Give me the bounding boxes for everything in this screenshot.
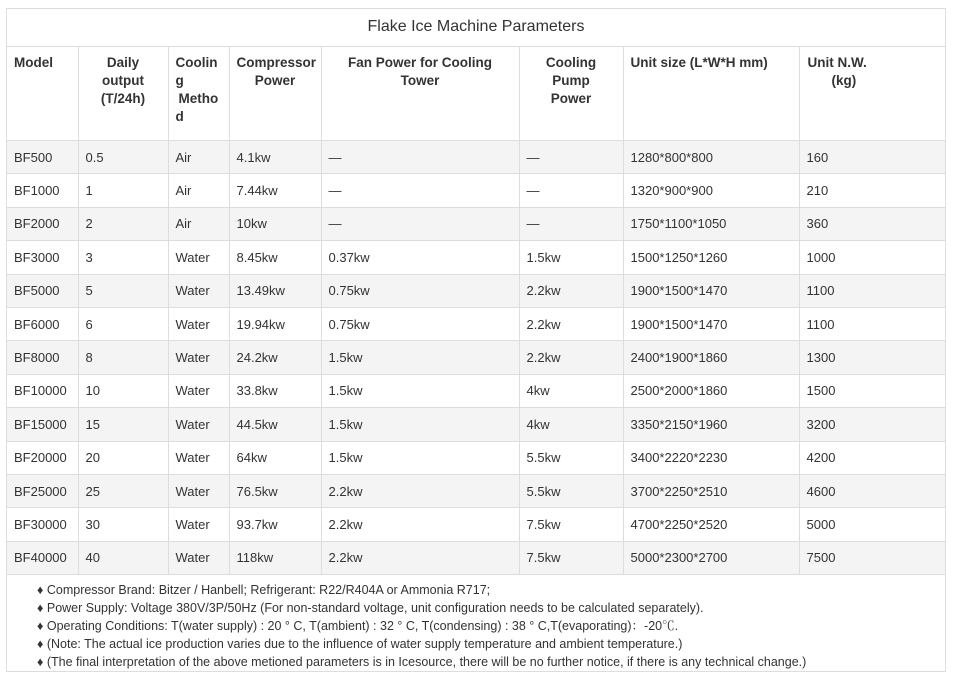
header-daily-output-line: (T/24h)	[100, 91, 146, 106]
cell-fan-power: 1.5kw	[321, 341, 519, 374]
cell-daily-output: 30	[78, 508, 168, 541]
note-line: ♦ Power Supply: Voltage 380V/3P/50Hz (For non-standard voltage, unit configuration needs to be calculated separately).	[37, 601, 704, 616]
cell-daily-output: 6	[78, 307, 168, 340]
header-fan-power: Fan Power for Cooling Tower	[321, 47, 519, 141]
cell-fan-power: 0.37kw	[321, 241, 519, 274]
cell-compressor-power: 13.49kw	[229, 274, 321, 307]
cell-fan-power: 1.5kw	[321, 374, 519, 407]
cell-model: BF10000	[7, 374, 78, 407]
header-unit-size: Unit size (L*W*H mm)	[623, 47, 799, 141]
cell-compressor-power: 10kw	[229, 207, 321, 240]
note-line: ♦ (The final interpretation of the above metioned parameters is in Icesource, there will be no further notice, if there is any technical change.)	[37, 655, 807, 670]
table-row	[7, 508, 945, 541]
table-row	[7, 341, 945, 374]
cell-cooling-method: Water	[168, 474, 229, 507]
cell-cooling-method: Air	[168, 141, 229, 174]
cell-model: BF8000	[7, 341, 78, 374]
cell-pump-power: 2.2kw	[519, 274, 623, 307]
cell-model: BF5000	[7, 274, 78, 307]
cell-unit-nw: 210	[799, 174, 945, 207]
cell-unit-nw: 1100	[799, 274, 945, 307]
cell-cooling-method: Water	[168, 508, 229, 541]
cell-unit-size: 1750*1100*1050	[623, 207, 799, 240]
header-compressor-power-line: Compressor	[236, 55, 317, 70]
cell-pump-power: 7.5kw	[519, 508, 623, 541]
header-unit-nw-line: (kg)	[831, 73, 857, 88]
header-cooling-method-line: Metho	[178, 91, 219, 106]
header-daily-output	[78, 47, 168, 141]
cell-fan-power: —	[321, 141, 519, 174]
cell-model: BF6000	[7, 307, 78, 340]
notes-section	[7, 575, 945, 671]
cell-model: BF20000	[7, 441, 78, 474]
cell-unit-size: 4700*2250*2520	[623, 508, 799, 541]
cell-compressor-power: 118kw	[229, 541, 321, 574]
cell-pump-power: 2.2kw	[519, 307, 623, 340]
cell-pump-power: 4kw	[519, 408, 623, 441]
cell-unit-nw: 4200	[799, 441, 945, 474]
header-compressor-power-line: Power	[254, 73, 296, 88]
table-body	[7, 141, 945, 575]
cell-pump-power: 5.5kw	[519, 441, 623, 474]
header-pump-power	[519, 47, 623, 141]
table-row	[7, 541, 945, 574]
cell-fan-power: 0.75kw	[321, 307, 519, 340]
cell-daily-output: 8	[78, 341, 168, 374]
cell-compressor-power: 93.7kw	[229, 508, 321, 541]
cell-model: BF500	[7, 141, 78, 174]
cell-compressor-power: 19.94kw	[229, 307, 321, 340]
cell-model: BF40000	[7, 541, 78, 574]
table-title: Flake Ice Machine Parameters	[7, 9, 945, 47]
cell-fan-power: 2.2kw	[321, 541, 519, 574]
cell-model: BF1000	[7, 174, 78, 207]
cell-cooling-method: Water	[168, 541, 229, 574]
note-line: ♦ (Note: The actual ice production varies due to the influence of water supply temperature and ambient temperature.)	[37, 637, 683, 652]
cell-unit-nw: 360	[799, 207, 945, 240]
cell-daily-output: 5	[78, 274, 168, 307]
cell-unit-size: 2500*2000*1860	[623, 374, 799, 407]
cell-unit-nw: 3200	[799, 408, 945, 441]
table-row	[7, 441, 945, 474]
header-cooling-method-line: d	[175, 109, 184, 124]
header-cooling-method	[168, 47, 229, 141]
cell-daily-output: 10	[78, 374, 168, 407]
note-line: ♦ Operating Conditions: T(water supply) : 20 ° C, T(ambient) : 32 ° C, T(condensing) : 38 ° C,T(evaporating)：-20℃.	[37, 619, 679, 634]
header-cooling-method-line: g	[175, 73, 184, 88]
table-row	[7, 207, 945, 240]
cell-cooling-method: Water	[168, 241, 229, 274]
header-unit-nw	[799, 47, 945, 141]
header-unit-nw-line: Unit N.W.	[807, 55, 867, 70]
cell-daily-output: 40	[78, 541, 168, 574]
header-row	[7, 47, 945, 141]
cell-daily-output: 25	[78, 474, 168, 507]
cell-model: BF2000	[7, 207, 78, 240]
cell-unit-size: 1900*1500*1470	[623, 274, 799, 307]
table-row	[7, 174, 945, 207]
header-daily-output-line: Daily output	[102, 55, 144, 88]
table-row	[7, 241, 945, 274]
parameters-table	[7, 47, 945, 575]
cell-compressor-power: 4.1kw	[229, 141, 321, 174]
cell-cooling-method: Water	[168, 307, 229, 340]
cell-compressor-power: 24.2kw	[229, 341, 321, 374]
cell-unit-size: 3400*2220*2230	[623, 441, 799, 474]
cell-model: BF30000	[7, 508, 78, 541]
cell-unit-nw: 4600	[799, 474, 945, 507]
cell-cooling-method: Air	[168, 207, 229, 240]
cell-unit-size: 3700*2250*2510	[623, 474, 799, 507]
cell-pump-power: 4kw	[519, 374, 623, 407]
cell-cooling-method: Water	[168, 408, 229, 441]
cell-unit-nw: 7500	[799, 541, 945, 574]
parameters-table-frame	[6, 8, 946, 672]
cell-pump-power: —	[519, 174, 623, 207]
cell-fan-power: —	[321, 207, 519, 240]
cell-unit-size: 5000*2300*2700	[623, 541, 799, 574]
cell-unit-size: 1900*1500*1470	[623, 307, 799, 340]
cell-unit-nw: 1100	[799, 307, 945, 340]
cell-model: BF25000	[7, 474, 78, 507]
cell-pump-power: —	[519, 207, 623, 240]
cell-daily-output: 20	[78, 441, 168, 474]
cell-cooling-method: Air	[168, 174, 229, 207]
cell-compressor-power: 8.45kw	[229, 241, 321, 274]
cell-fan-power: 0.75kw	[321, 274, 519, 307]
cell-compressor-power: 33.8kw	[229, 374, 321, 407]
table-row	[7, 474, 945, 507]
cell-unit-size: 2400*1900*1860	[623, 341, 799, 374]
cell-fan-power: 2.2kw	[321, 508, 519, 541]
table-row	[7, 274, 945, 307]
cell-pump-power: 5.5kw	[519, 474, 623, 507]
table-row	[7, 408, 945, 441]
cell-compressor-power: 76.5kw	[229, 474, 321, 507]
table-row	[7, 141, 945, 174]
cell-fan-power: 2.2kw	[321, 474, 519, 507]
header-pump-power-line: Cooling Pump	[545, 55, 597, 88]
header-pump-power-line: Power	[550, 91, 592, 106]
header-cooling-method-line: Coolin	[175, 55, 218, 70]
cell-unit-nw: 5000	[799, 508, 945, 541]
cell-model: BF15000	[7, 408, 78, 441]
cell-unit-size: 1320*900*900	[623, 174, 799, 207]
cell-unit-size: 1280*800*800	[623, 141, 799, 174]
cell-fan-power: 1.5kw	[321, 408, 519, 441]
cell-daily-output: 0.5	[78, 141, 168, 174]
cell-cooling-method: Water	[168, 441, 229, 474]
cell-daily-output: 3	[78, 241, 168, 274]
cell-compressor-power: 44.5kw	[229, 408, 321, 441]
cell-compressor-power: 7.44kw	[229, 174, 321, 207]
cell-model: BF3000	[7, 241, 78, 274]
cell-daily-output: 2	[78, 207, 168, 240]
cell-pump-power: —	[519, 141, 623, 174]
cell-unit-nw: 1000	[799, 241, 945, 274]
cell-pump-power: 1.5kw	[519, 241, 623, 274]
cell-pump-power: 7.5kw	[519, 541, 623, 574]
cell-unit-nw: 1500	[799, 374, 945, 407]
header-compressor-power	[229, 47, 321, 141]
table-row	[7, 374, 945, 407]
cell-cooling-method: Water	[168, 341, 229, 374]
cell-fan-power: —	[321, 174, 519, 207]
header-model: Model	[7, 47, 78, 141]
cell-daily-output: 1	[78, 174, 168, 207]
cell-fan-power: 1.5kw	[321, 441, 519, 474]
cell-cooling-method: Water	[168, 374, 229, 407]
note-line: ♦ Compressor Brand: Bitzer / Hanbell; Refrigerant: R22/R404A or Ammonia R717;	[37, 583, 491, 598]
cell-unit-nw: 160	[799, 141, 945, 174]
cell-compressor-power: 64kw	[229, 441, 321, 474]
cell-daily-output: 15	[78, 408, 168, 441]
cell-unit-nw: 1300	[799, 341, 945, 374]
cell-cooling-method: Water	[168, 274, 229, 307]
cell-pump-power: 2.2kw	[519, 341, 623, 374]
cell-unit-size: 1500*1250*1260	[623, 241, 799, 274]
cell-unit-size: 3350*2150*1960	[623, 408, 799, 441]
table-row	[7, 307, 945, 340]
